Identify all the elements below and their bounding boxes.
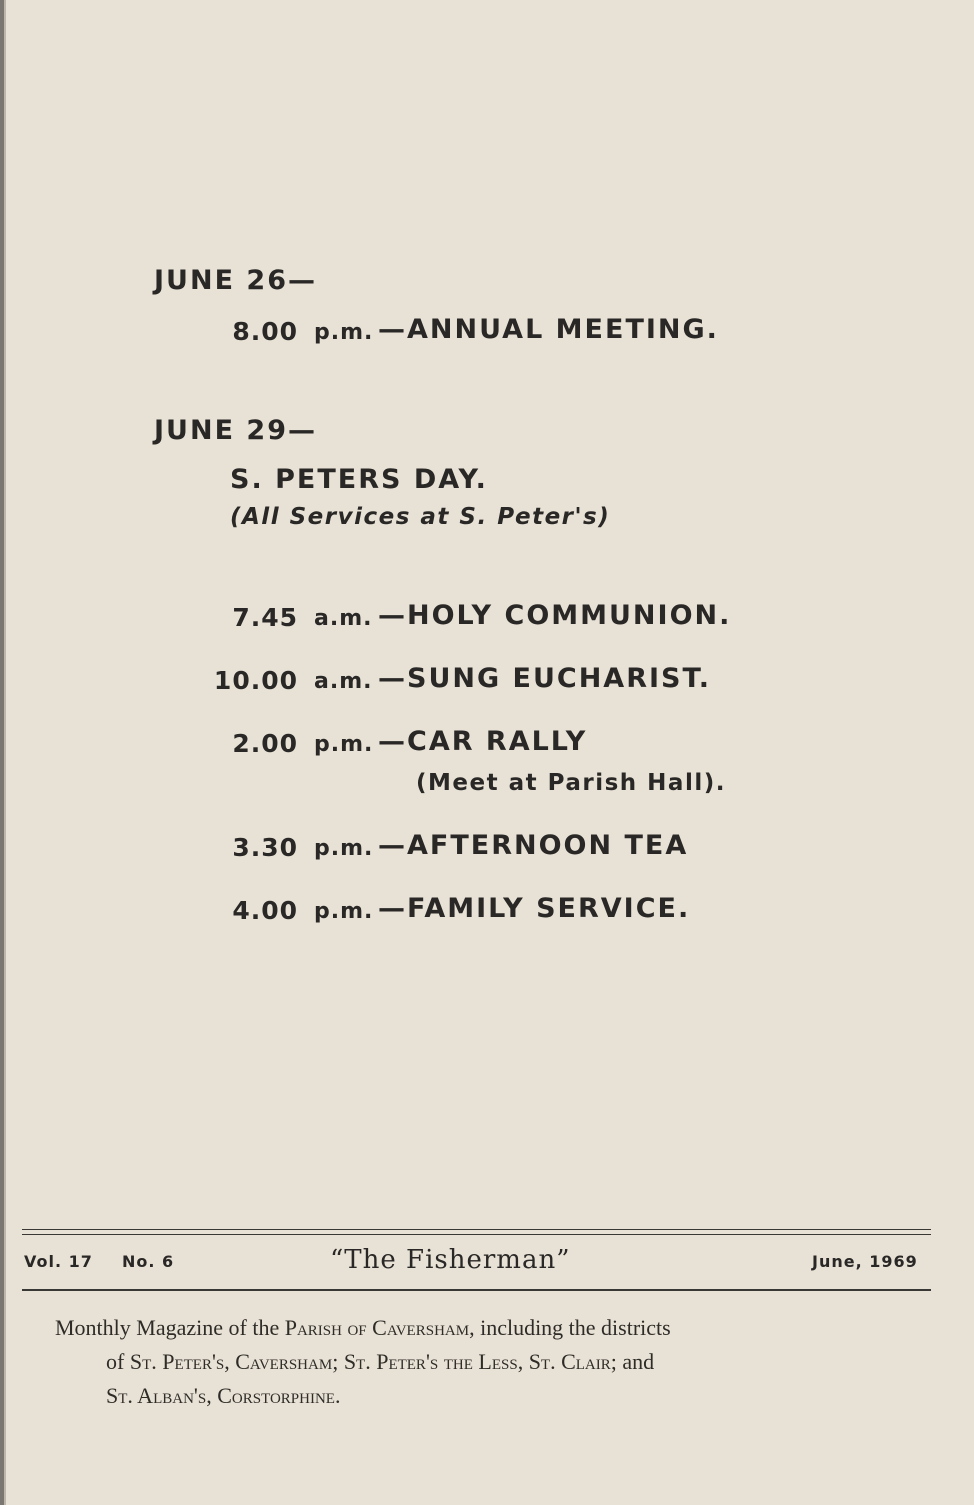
event-ampm: p.m. <box>314 836 374 861</box>
volume-label: Vol. 17 <box>24 1252 93 1271</box>
blurb-line-2: of St. Peter's, Caversham; St. Peter's the Less, St. Clair; and <box>106 1349 655 1374</box>
event-title: —CAR RALLY <box>378 726 588 757</box>
event-title: —SUNG EUCHARIST. <box>378 663 712 694</box>
event-time: 2.00 <box>232 729 298 758</box>
blurb-line-1: Monthly Magazine of the Parish of Caversham, including the districts <box>55 1315 671 1340</box>
footer-rule-top-double <box>22 1234 931 1235</box>
event-note: (Meet at Parish Hall). <box>416 770 726 796</box>
feast-heading: S. PETERS DAY. <box>230 464 488 495</box>
event-time: 10.00 <box>213 666 298 695</box>
event-ampm: a.m. <box>314 606 373 631</box>
event-time: 3.30 <box>232 833 298 862</box>
event-ampm: p.m. <box>314 899 374 924</box>
page-edge-shadow <box>4 0 6 1505</box>
magazine-title: “The Fisherman” <box>330 1245 571 1275</box>
issue-date: June, 1969 <box>812 1252 918 1271</box>
event-title: —HOLY COMMUNION. <box>378 600 732 631</box>
event-title: —ANNUAL MEETING. <box>378 314 719 345</box>
footer-rule-bottom <box>22 1289 931 1291</box>
event-time: 4.00 <box>232 896 298 925</box>
event-time: 7.45 <box>232 603 298 632</box>
event-title: —FAMILY SERVICE. <box>378 893 691 924</box>
feast-subheading: (All Services at S. Peter's) <box>230 504 611 530</box>
footer-rule-top <box>22 1229 931 1230</box>
blurb-line-3: St. Alban's, Corstorphine. <box>106 1383 341 1408</box>
event-ampm: a.m. <box>314 669 373 694</box>
event-ampm: p.m. <box>314 320 374 345</box>
issue-number: No. 6 <box>122 1252 175 1271</box>
event-time: 8.00 <box>232 317 298 346</box>
date-heading-june-26: JUNE 26— <box>154 265 317 296</box>
date-heading-june-29: JUNE 29— <box>154 415 317 446</box>
event-ampm: p.m. <box>314 732 374 757</box>
event-title: —AFTERNOON TEA <box>378 830 689 861</box>
